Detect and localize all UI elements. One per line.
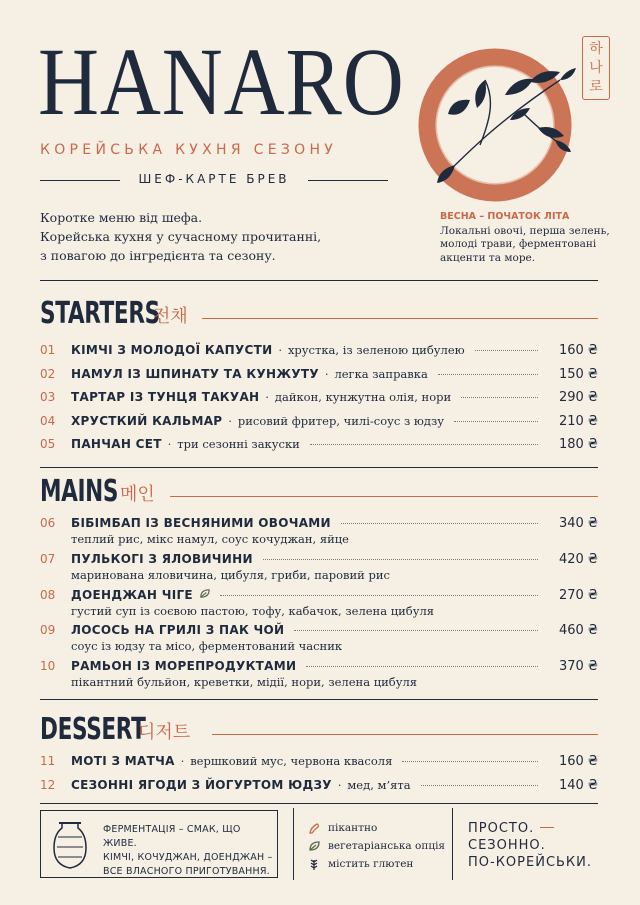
item-name: ЛОСОСЬ НА ГРИЛІ З ПАК ЧОЙ: [71, 623, 285, 638]
item-description: три сезонні закуски: [177, 437, 300, 451]
item-description: дайкон, кунжутна олія, нори: [274, 390, 452, 404]
item-price: 270 ₴: [558, 587, 598, 603]
dot-leader: [454, 421, 538, 422]
leaf-icon: [199, 588, 210, 599]
divider: [40, 803, 598, 804]
onggi-jar-icon: [53, 819, 87, 871]
legend-label: пікантно: [328, 822, 378, 834]
dot-leader: [475, 350, 538, 351]
slogan-line: ПО-КОРЕЙСЬКИ.: [468, 855, 593, 870]
chef-line-text: ШЕФ-КАРТЕ БРЕВ: [138, 172, 290, 186]
item-number: 09: [40, 623, 56, 638]
item-separator: ·: [228, 414, 232, 428]
section-header-mains: [40, 476, 598, 508]
item-name: КІМЧІ З МОЛОДОЇ КАПУСТИ: [71, 343, 273, 357]
item-description: пікантний бульйон, креветки, мідії, нори, зелена цибуля: [71, 675, 418, 690]
legend-row-vegetarian: [308, 837, 445, 855]
item-description: густий суп із соєвою пастою, тофу, кабачок, зелена цибуля: [71, 603, 435, 618]
divider: [40, 699, 598, 700]
fermentation-line: ФЕРМЕНТАЦІЯ – СМАК, ЩО ЖИВЕ.: [103, 824, 241, 849]
korean-seal-stamp: [582, 36, 610, 100]
slogan: [468, 820, 608, 871]
item-number: 10: [40, 659, 56, 674]
seal-char: 로: [589, 79, 603, 95]
slogan-line: [468, 820, 608, 837]
item-name: ТАРТАР ІЗ ТУНЦЯ ТАКУАН: [71, 390, 260, 404]
item-price: 210 ₴: [558, 413, 598, 429]
item-description: мед, м’ята: [347, 777, 411, 792]
item-name: ПАНЧАН СЕТ: [71, 437, 162, 451]
dot-leader: [310, 444, 538, 445]
legend-row-gluten: [308, 855, 445, 873]
item-name: ДОЕНДЖАН ЧІГЕ: [71, 587, 193, 602]
fermentation-line: ВСЕ ВЛАСНОГО ПРИГОТУВАННЯ.: [103, 866, 270, 877]
dot-leader: [294, 630, 538, 631]
dot-leader: [220, 595, 538, 596]
seal-char: 나: [589, 60, 603, 76]
legend-label: містить глютен: [328, 858, 414, 870]
dot-leader: [341, 523, 538, 524]
item-number: 04: [40, 413, 56, 428]
wheat-icon: [308, 858, 320, 870]
item-number: 12: [40, 777, 56, 792]
season-line: молоді трави, ферментовані: [440, 238, 597, 250]
item-price: 160 ₴: [558, 343, 598, 358]
item-description: хрустка, із зеленою цибулею: [287, 343, 465, 357]
chef-line: [40, 172, 388, 190]
dot-leader: [306, 666, 538, 667]
dot-leader: [263, 559, 538, 560]
item-separator: ·: [180, 755, 185, 768]
slogan-line: СЕЗОННО.: [468, 838, 546, 853]
section-header-starters: [40, 298, 598, 330]
item-price: 420 ₴: [558, 551, 598, 567]
item-number: 03: [40, 390, 56, 404]
season-line: Локальні овочі, перша зелень,: [440, 224, 610, 237]
section-header-dessert: [40, 714, 598, 746]
item-separator: ·: [265, 391, 269, 404]
dot-leader: [421, 785, 538, 786]
brush-circle-leaves-icon: [410, 40, 580, 210]
item-price: 370 ₴: [558, 659, 598, 675]
item-description: соус із юдзу та місо, ферментований часник: [71, 639, 343, 654]
chili-icon: [308, 822, 320, 834]
item-number: 02: [40, 366, 56, 381]
item-number: 05: [40, 437, 56, 451]
legend-label: вегетаріанська опція: [328, 840, 446, 852]
item-price: 180 ₴: [558, 437, 598, 452]
intro-text: [40, 208, 400, 265]
item-price: 140 ₴: [558, 777, 598, 793]
intro-line: Корейська кухня у сучасному прочитанні,: [40, 229, 322, 244]
item-description: теплий рис, мікс намул, соус кочуджан, яйце: [71, 532, 349, 546]
leaf-icon: [308, 840, 320, 852]
item-description: маринована яловичина, цибуля, гриби, паровий рис: [71, 567, 390, 582]
intro-line: Коротке меню від шефа.: [40, 210, 203, 225]
item-number: 06: [40, 516, 56, 530]
item-name: СЕЗОННІ ЯГОДИ З ЙОГУРТОМ ЮДЗУ: [71, 777, 332, 792]
item-separator: ·: [167, 438, 172, 451]
item-name: ПУЛЬКОГІ З ЯЛОВИЧИНИ: [71, 551, 253, 566]
section-title: MAINS: [40, 474, 119, 509]
item-price: 460 ₴: [558, 623, 598, 639]
legend-row-spicy: [308, 819, 445, 837]
legend: [308, 819, 445, 873]
section-title: STARTERS: [40, 296, 160, 331]
brand-title: HANARO: [38, 28, 405, 135]
dot-leader: [461, 397, 538, 398]
section-korean: 전채: [153, 306, 188, 327]
dot-leader: [438, 374, 538, 375]
section-korean: 메인: [120, 484, 155, 505]
item-description: легка заправка: [334, 366, 428, 381]
item-price: 340 ₴: [558, 516, 598, 531]
divider: [40, 467, 598, 468]
divider: [40, 280, 598, 281]
section-korean: 디저트: [138, 722, 191, 743]
item-name: РАМЬОН ІЗ МОРЕПРОДУКТАМИ: [71, 659, 297, 674]
item-description: вершковий мус, червона квасоля: [190, 754, 393, 768]
item-number: 07: [40, 551, 56, 566]
item-number: 01: [40, 343, 56, 357]
item-name: БІБІМБАП ІЗ ВЕСНЯНИМИ ОВОЧАМИ: [71, 516, 331, 530]
season-line: акценти та море.: [440, 251, 536, 264]
slogan-text: ПРОСТО.: [468, 821, 535, 836]
seal-char: 하: [589, 41, 603, 57]
fermentation-text: [103, 823, 275, 879]
item-price: 160 ₴: [558, 754, 598, 769]
item-separator: ·: [278, 344, 282, 357]
dot-leader: [402, 761, 538, 762]
season-title: ВЕСНА – ПОЧАТОК ЛІТА: [440, 211, 570, 222]
fermentation-line: КІМЧІ, КОЧУДЖАН, ДОЕНДЖАН –: [103, 852, 273, 863]
item-price: 150 ₴: [558, 366, 598, 382]
item-name: НАМУЛ ІЗ ШПИНАТУ ТА КУНЖУТУ: [71, 366, 319, 381]
item-name: МОТІ З МАТЧА: [71, 754, 175, 768]
item-name: ХРУСТКИЙ КАЛЬМАР: [71, 413, 223, 428]
intro-line: з повагою до інгредієнта та сезону.: [40, 248, 276, 263]
brand-subtitle: КОРЕЙСЬКА КУХНЯ СЕЗОНУ: [40, 142, 338, 158]
item-number: 11: [40, 754, 56, 768]
item-description: рисовий фритер, чилі-соус з юдзу: [237, 413, 445, 428]
item-number: 08: [40, 587, 56, 602]
section-title: DESSERT: [40, 712, 146, 747]
item-separator: ·: [324, 367, 329, 381]
item-separator: ·: [337, 778, 342, 792]
divider: [293, 808, 294, 880]
item-price: 290 ₴: [558, 390, 598, 405]
divider: [452, 808, 453, 880]
season-note: [440, 210, 610, 265]
fermentation-box: [40, 810, 278, 878]
